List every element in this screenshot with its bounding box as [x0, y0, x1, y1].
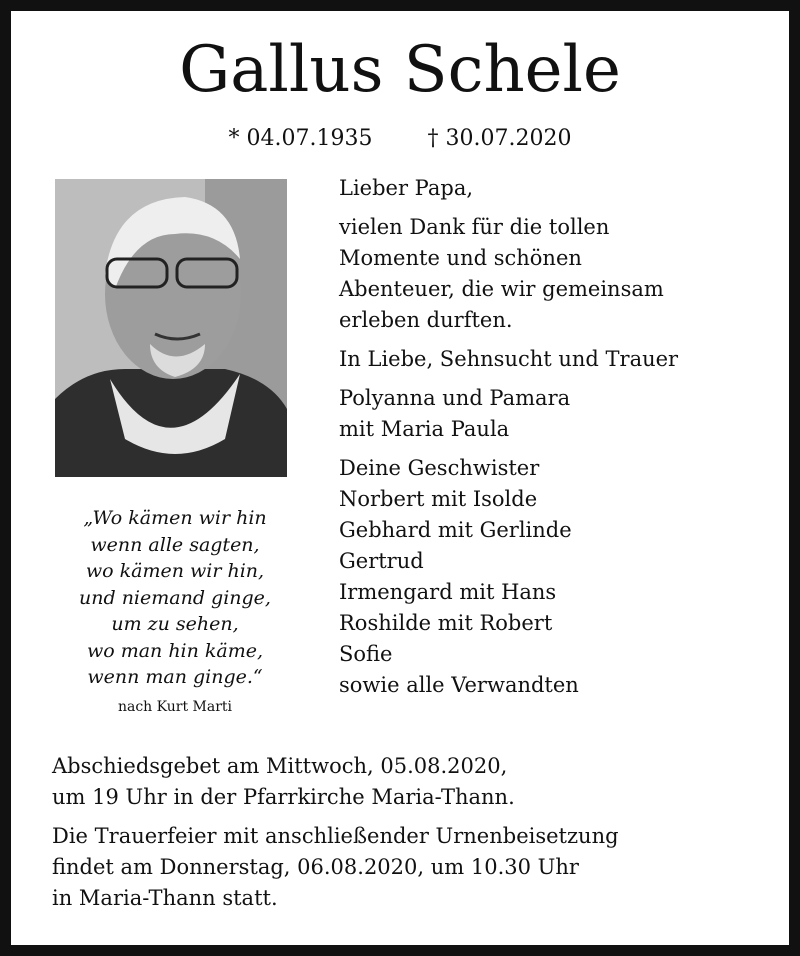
siblings-line: sowie alle Verwandten [339, 673, 579, 697]
message-line: Abenteuer, die wir gemeinsam [339, 277, 664, 301]
quote-line: wenn man ginge.“ [87, 666, 263, 688]
portrait-photo [55, 179, 287, 477]
quote-line: und niemand ginge, [79, 586, 271, 609]
deceased-name: Gallus Schele [179, 33, 621, 107]
siblings-line: Gertrud [339, 549, 424, 573]
siblings-line: Gebhard mit Gerlinde [339, 518, 572, 542]
family-message [339, 173, 779, 701]
quote-source: nach Kurt Marti [117, 699, 233, 715]
siblings-line: Deine Geschwister [339, 456, 540, 480]
quote-line: wo man hin käme, [86, 639, 264, 662]
message-line: erleben durften. [339, 308, 513, 332]
greeting: Lieber Papa, [339, 176, 474, 200]
siblings-line: Roshilde mit Robert [339, 611, 553, 635]
siblings-line: Norbert mit Isolde [339, 487, 538, 511]
children-line: mit Maria Paula [339, 417, 510, 441]
quote-line: um zu sehen, [111, 613, 239, 635]
birth-date: * 04.07.1935 [228, 126, 373, 151]
siblings-line: Irmengard mit Hans [339, 580, 557, 604]
message-line: vielen Dank für die tollen [339, 215, 610, 239]
funeral-line: in Maria-Thann statt. [52, 886, 278, 910]
death-date: † 30.07.2020 [427, 126, 572, 151]
life-dates [0, 126, 800, 151]
funeral-line: findet am Donnerstag, 06.08.2020, um 10.30 Uhr [52, 855, 579, 879]
service-info [52, 751, 772, 914]
children-line: Polyanna und Pamara [339, 386, 571, 410]
closing: In Liebe, Sehnsucht und Trauer [339, 347, 679, 371]
funeral-line: Die Trauerfeier mit anschließender Urnenbeisetzung [52, 824, 619, 848]
quote-line: „Wo kämen wir hin [83, 507, 267, 529]
quote-line: wo kämen wir hin, [85, 560, 265, 582]
farewell-line: um 19 Uhr in der Pfarrkirche Maria-Thann. [52, 785, 515, 809]
quote-line: wenn alle sagten, [90, 533, 260, 556]
quote [40, 505, 310, 691]
message-line: Momente und schönen [339, 246, 582, 270]
siblings-line: Sofie [339, 642, 393, 666]
farewell-line: Abschiedsgebet am Mittwoch, 05.08.2020, [52, 754, 508, 778]
